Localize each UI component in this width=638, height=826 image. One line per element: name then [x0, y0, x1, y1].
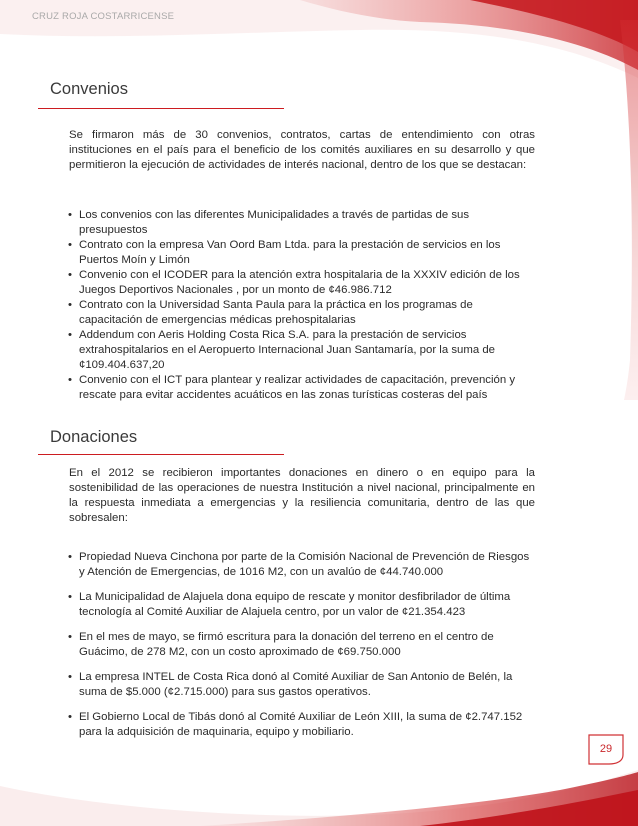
- bullet-icon: •: [68, 374, 72, 386]
- bullet-icon: •: [68, 591, 72, 603]
- list-item: • Los convenios con las diferentes Municipalidades a través de partidas de sus presupuestos: [68, 209, 470, 236]
- list-item: • Contrato con la Universidad Santa Paula para la práctica en los programas de capacitación de emergencias médicas prehospitalarias: [68, 299, 473, 326]
- convenios-list: [60, 208, 538, 403]
- page-number: 29: [599, 743, 613, 755]
- convenios-intro-paragraph: Se firmaron más de 30 convenios, contratos, cartas de entendimiento con otras instituciones en el país para el beneficio de los comités auxiliares en su desarrollo y que permitieron la ejecución de actividades de interés nacional, dentro de los que se destacan:: [69, 129, 535, 171]
- bullet-icon: •: [68, 631, 72, 643]
- section-title-convenios: Convenios: [50, 80, 128, 98]
- list-item: • Addendum con Aeris Holding Costa Rica S.A. para la prestación de servicios extrahospitalarios en el Aeropuerto Internacional Juan Santamaría, por la suma de ¢109.404.637,20: [68, 329, 496, 371]
- section-divider-convenios: [38, 108, 284, 109]
- bullet-icon: •: [68, 671, 72, 683]
- bullet-icon: •: [68, 239, 72, 251]
- list-item: • El Gobierno Local de Tibás donó al Comité Auxiliar de León XIII, la suma de ¢2.747.152 para la adquisición de maquinaria, equipo y mobiliario.: [68, 711, 523, 738]
- bullet-icon: •: [68, 329, 72, 341]
- bullet-icon: •: [68, 551, 72, 563]
- donaciones-intro-paragraph: En el 2012 se recibieron importantes donaciones en dinero o en equipo para la sostenibilidad de las operaciones de nuestra Institución a nivel nacional, principalmente en la respuesta inmediata a emergencias y la resiliencia comunitaria, dentro de las que sobresalen:: [69, 467, 535, 524]
- list-item: • En el mes de mayo, se firmó escritura para la donación del terreno en el centro de Guácimo, de 278 M2, con un costo aproximado de ¢69.750.000: [68, 631, 494, 658]
- bullet-icon: •: [68, 711, 72, 723]
- list-item: • Propiedad Nueva Cinchona por parte de la Comisión Nacional de Prevención de Riesgos y Atención de Emergencias, de 1016 M2, con un avalúo de ¢44.740.000: [68, 551, 530, 578]
- list-item: • Contrato con la empresa Van Oord Bam Ltda. para la prestación de servicios en los Puertos Moín y Limón: [68, 239, 501, 266]
- running-header-title: CRUZ ROJA COSTARRICENSE: [32, 11, 175, 22]
- section-divider-donaciones: [38, 454, 284, 455]
- section-title-donaciones: Donaciones: [50, 428, 138, 446]
- bullet-icon: •: [68, 299, 72, 311]
- bullet-icon: •: [68, 269, 72, 281]
- list-item: • La empresa INTEL de Costa Rica donó al Comité Auxiliar de San Antonio de Belén, la suma de $5.000 (¢2.715.000) para sus gastos operativos.: [68, 671, 513, 698]
- list-item: • Convenio con el ICODER para la atención extra hospitalaria de la XXXIV edición de los Juegos Deportivos Nacionales , por un monto de ¢46.986.712: [68, 269, 520, 296]
- list-item: • Convenio con el ICT para plantear y realizar actividades de capacitación, prevención y rescate para evitar accidentes acuáticos en las zonas turísticas costeras del país: [68, 374, 516, 401]
- bullet-icon: •: [68, 209, 72, 221]
- donaciones-list: [60, 550, 538, 750]
- list-item: • La Municipalidad de Alajuela dona equipo de rescate y monitor desfibrilador de última tecnología al Comité Auxiliar de Alajuela centro, por un valor de ¢21.354.423: [68, 591, 511, 618]
